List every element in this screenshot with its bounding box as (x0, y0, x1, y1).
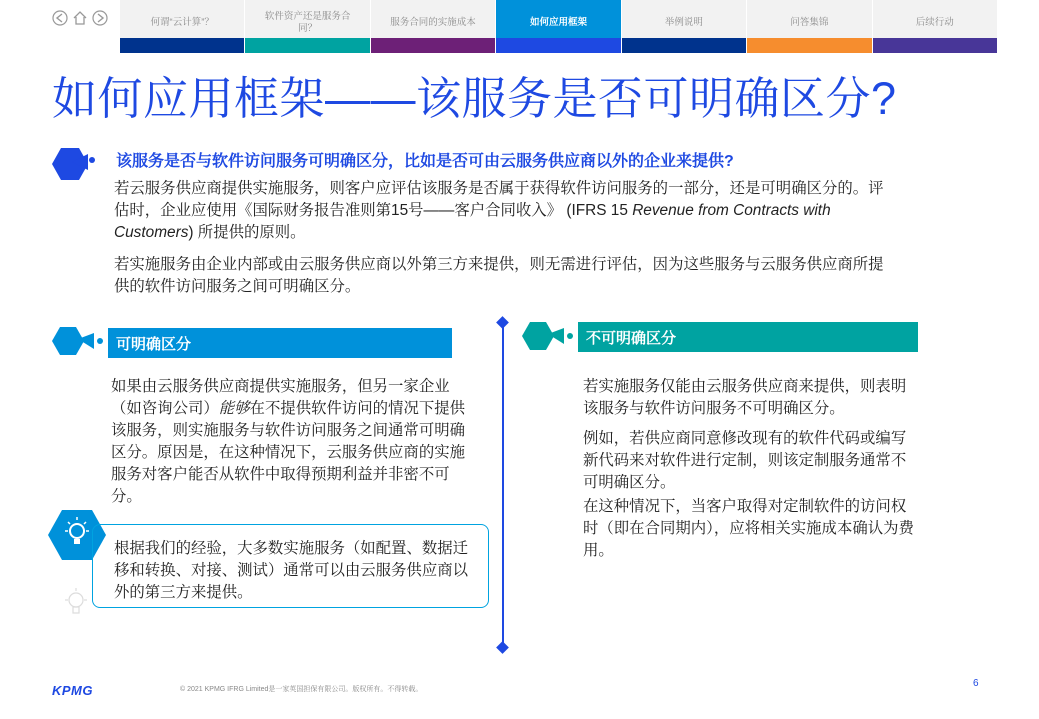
lightbulb-outline-icon (62, 586, 90, 618)
tab-examples[interactable] (622, 0, 747, 53)
tab-cloud-computing[interactable] (120, 0, 245, 53)
distinct-body-a: 如果由云服务供应商提供实施服务，但另一家企业（如咨询公司） (111, 378, 450, 417)
tab-implementation-costs[interactable] (371, 0, 496, 53)
tab-label: 何谓“云计算”？ (150, 16, 214, 28)
intro-p1-italic: Revenue from Contracts with Customers (114, 202, 831, 241)
tab-next-steps[interactable] (873, 0, 998, 53)
tab-color-bar (245, 38, 369, 53)
tab-color-bar (120, 38, 244, 53)
copyright: © 2021 KPMG IFRG Limited是一家英国担保有限公司。版权所有。不得转载。 (180, 686, 423, 693)
intro-paragraph-2: 若实施服务由企业内部或由云服务供应商以外第三方来提供，则无需进行评估，因为这些服务与云服务供应商所提供的软件访问服务之间可明确区分。 (114, 256, 884, 295)
not-distinct-hex-icon (522, 320, 578, 352)
question-hex-icon (52, 146, 98, 182)
distinct-label: 可明确区分 (108, 328, 452, 358)
divider-bottom-marker (496, 641, 509, 654)
page-number: 6 (973, 678, 979, 689)
distinct-body (111, 376, 469, 508)
tab-label: 如何应用框架 (529, 16, 587, 28)
tab-apply-framework[interactable] (496, 0, 621, 53)
kpmg-logo: KPMG (52, 683, 93, 698)
not-distinct-p2: 例如，若供应商同意修改现有的软件代码或编写新代码来对软件进行定制，则该定制服务通常不可明确区分。 (583, 430, 907, 491)
nav-icons (52, 10, 108, 26)
tab-label: 举例说明 (664, 16, 703, 28)
intro-p1-text-a: 若云服务供应商提供实施服务，则客户应评估该服务是否属于获得软件访问服务的一部分，还是可明确区分的。评估时，企业应使用《国际财务报告准则第15号——客户合同收入》 (IFRS 15 (114, 180, 884, 219)
tab-color-bar (873, 38, 997, 53)
tab-label: 问答集锦 (790, 16, 829, 28)
intro-paragraph-1 (114, 178, 896, 244)
not-distinct-p3: 在这种情况下，当客户取得对定制软件的访问权时（即在合同期内），应将相关实施成本确认为费用。 (583, 498, 914, 559)
tab-software-or-service[interactable] (245, 0, 370, 53)
column-divider (502, 322, 504, 647)
section-tabs (120, 0, 998, 53)
distinct-body-b: 在不提供软件访问的情况下提供该服务，则实施服务与软件访问服务之间通常可明确区分。原因是，在这种情况下，云服务供应商的实施服务对客户能否从软件中取得预期利益并非密不可分。 (111, 400, 466, 505)
page-title: 如何应用框架——该服务是否可明确区分? (52, 73, 897, 124)
not-distinct-label: 不可明确区分 (578, 322, 918, 352)
tab-label: 软件资产还是服务合同？ (264, 10, 351, 34)
tip-text: 根据我们的经验，大多数实施服务（如配置、数据迁移和转换、对接、测试）通常可以由云服务供应商以外的第三方来提供。 (114, 540, 468, 601)
tab-color-bar (747, 38, 871, 53)
tab-color-bar (371, 38, 495, 53)
distinct-hex-icon (52, 325, 108, 357)
tab-color-bar (622, 38, 746, 53)
key-question: 该服务是否与软件访问服务可明确区分，比如是否可由云服务供应商以外的企业来提供? (116, 153, 734, 170)
intro-p1-text-b: ) 所提供的原则。 (188, 224, 306, 241)
tab-color-bar (496, 38, 620, 53)
tab-label: 后续行动 (915, 16, 954, 28)
distinct-body-italic: 能够 (218, 400, 250, 417)
forward-icon[interactable] (92, 10, 108, 26)
back-icon[interactable] (52, 10, 68, 26)
tab-label: 服务合同的实施成本 (390, 16, 476, 28)
not-distinct-p1: 若实施服务仅能由云服务供应商来提供，则表明该服务与软件访问服务不可明确区分。 (583, 378, 907, 417)
tab-qa[interactable] (747, 0, 872, 53)
home-icon[interactable] (72, 10, 88, 26)
